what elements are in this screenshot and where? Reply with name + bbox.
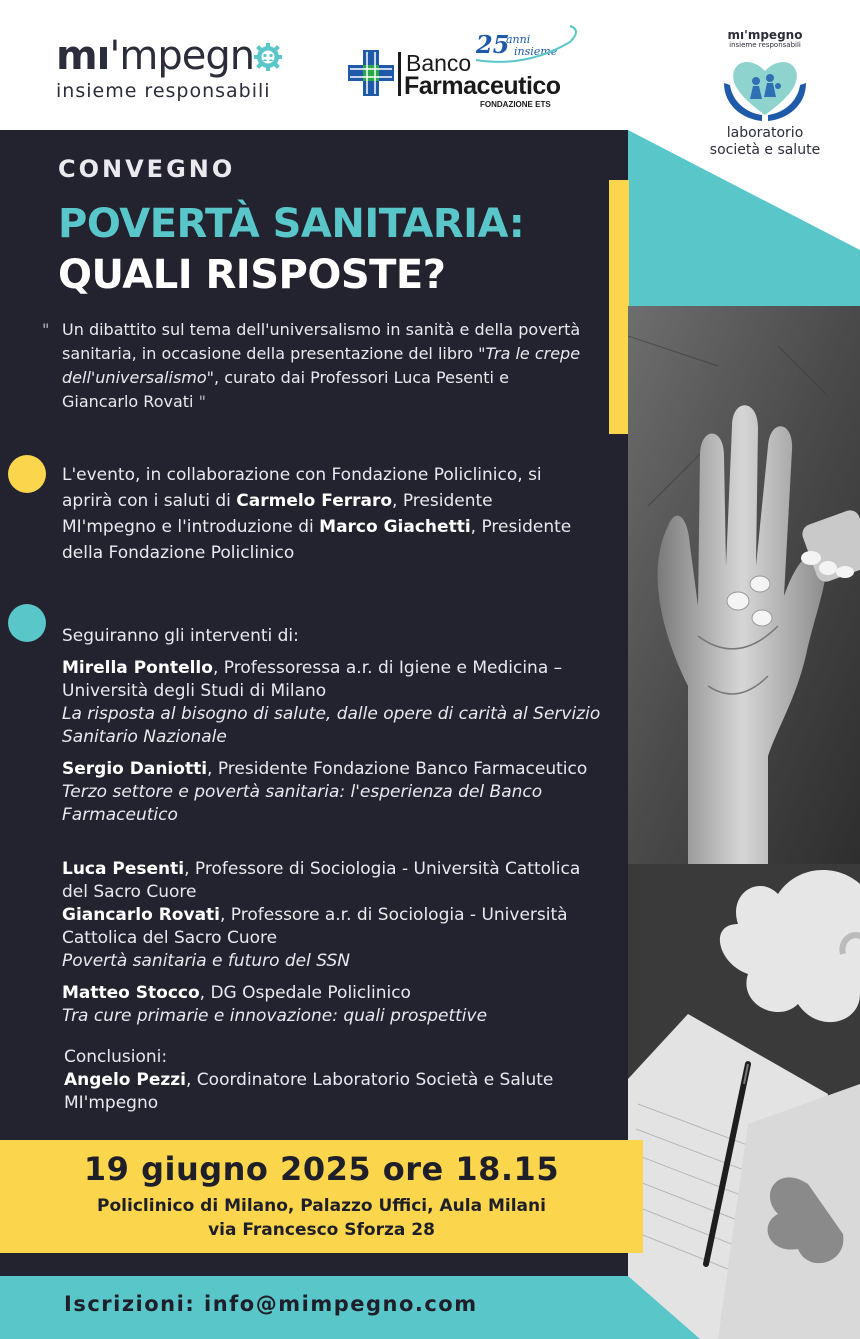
speaker-role: , Professore di Sociologia - Università Cattolica del Sacro Cuore [62, 859, 581, 902]
anniversary-anni: anni [506, 33, 531, 46]
speaker-talk: La risposta al bisogno di salute, dalle opere di carità al Servizio Sanitario Nazionale [62, 704, 601, 747]
mimpegno-logo-brand-b: 'mpegn [109, 33, 255, 79]
hand-with-pills-photo [628, 306, 860, 864]
speaker-item [62, 982, 607, 1028]
banco-text: Banco [406, 50, 472, 76]
yellow-bullet-dot [8, 455, 46, 493]
event-title-line1: POVERTÀ SANITARIA: [58, 201, 525, 247]
conclusions-label: Conclusioni: [64, 1047, 168, 1067]
laboratorio-logo-brand: mı'mpegno [727, 28, 803, 42]
event-date: 19 giugno 2025 ore 18.15 [83, 1150, 560, 1188]
event-intro [42, 318, 582, 414]
speaker-name: Mirella Pontello [62, 658, 213, 678]
conclusions-name: Angelo Pezzi [64, 1070, 186, 1090]
conclusions-role: , Coordinatore Laboratorio Società e Salute MI'mpegno [64, 1070, 554, 1113]
speaker-name: Luca Pesenti [62, 859, 185, 879]
date-band [0, 1140, 643, 1253]
conclusions [64, 1046, 584, 1115]
medical-cross-icon [348, 50, 394, 96]
event-venue: Policlinico di Milano, Palazzo Uffici, Aula Milani [97, 1196, 546, 1216]
laboratorio-line1: laboratorio [726, 125, 804, 141]
opening-name1: Carmelo Ferraro [236, 491, 393, 511]
farmaceutico-text: Farmaceutico [404, 72, 561, 100]
speaker-item [62, 758, 607, 827]
quote-open: " [42, 320, 50, 339]
speaker-role: , Professoressa a.r. di Igiene e Medicina – Università degli Studi di Milano [62, 658, 563, 701]
speaker-role: , Presidente Fondazione Banco Farmaceutico [207, 759, 588, 779]
speaker-name: Matteo Stocco [62, 983, 200, 1003]
mimpegno-logo-brand-a: mı [56, 33, 110, 79]
intro-text-a: Un dibattito sul tema dell'universalismo in sanità e della povertà sanitaria, in occasione della presentazione del libro " [62, 320, 581, 363]
opening-name2: Marco Giachetti [319, 517, 471, 537]
speaker-talk: Povertà sanitaria e futuro del SSN [62, 951, 350, 971]
mimpegno-logo [56, 34, 282, 102]
fondazione-ets-text: FONDAZIONE ETS [480, 100, 551, 109]
laboratorio-logo-tagline: insieme responsabili [729, 41, 801, 49]
speaker-role: , Professore a.r. di Sociologia - Università Cattolica del Sacro Cuore [62, 905, 568, 948]
mimpegno-tagline: insieme responsabili [56, 80, 271, 102]
intro-book-title: Tra le crepe dell'universalismo [62, 344, 581, 387]
registration-email-link[interactable]: Iscrizioni: info@mimpegno.com [64, 1292, 478, 1316]
speaker-name: Sergio Daniotti [62, 759, 208, 779]
yellow-accent-bar [609, 180, 629, 434]
opening-text-c: , Presidente della Fondazione Policlinico [62, 517, 572, 563]
puzzle-paper-notebook-photo [628, 864, 860, 1339]
speaker-role: , DG Ospedale Policlinico [199, 983, 411, 1003]
speaker-talk: Tra cure primarie e innovazione: quali prospettive [62, 1006, 488, 1026]
speakers-intro: Seguiranno gli interventi di: [62, 626, 299, 646]
opening-text-b: , Presidente MI'mpegno e l'introduzione di [62, 491, 493, 537]
banco-farmaceutico-logo [348, 30, 588, 112]
teal-bullet-dot [8, 604, 46, 642]
gear-people-icon [254, 43, 282, 71]
laboratorio-line2: società e salute [709, 142, 821, 158]
speaker-item [62, 657, 607, 749]
event-title-line2: QUALI RISPOSTE? [58, 252, 446, 298]
anniversary-number: 25 [476, 30, 510, 59]
speaker-name: Giancarlo Rovati [62, 905, 220, 925]
event-opening [62, 462, 592, 566]
event-address: via Francesco Sforza 28 [208, 1220, 435, 1240]
opening-text-a: L'evento, in collaborazione con Fondazione Policlinico, si aprirà con i saluti di [62, 465, 542, 511]
header [0, 0, 860, 158]
anniversary-insieme: insieme [514, 45, 558, 58]
hands-heart-icon [720, 53, 810, 123]
teal-triangle-decoration [628, 130, 860, 306]
speaker-talk: Terzo settore e povertà sanitaria: l'esperienza del Banco Farmaceutico [62, 782, 543, 825]
quote-close: " [198, 392, 206, 411]
speaker-item [62, 858, 607, 973]
intro-text-b: ", curato dai Professori Luca Pesenti e Giancarlo Rovati [62, 368, 509, 411]
event-kicker: CONVEGNO [58, 155, 236, 183]
anniversary-swoosh-icon [466, 24, 586, 64]
